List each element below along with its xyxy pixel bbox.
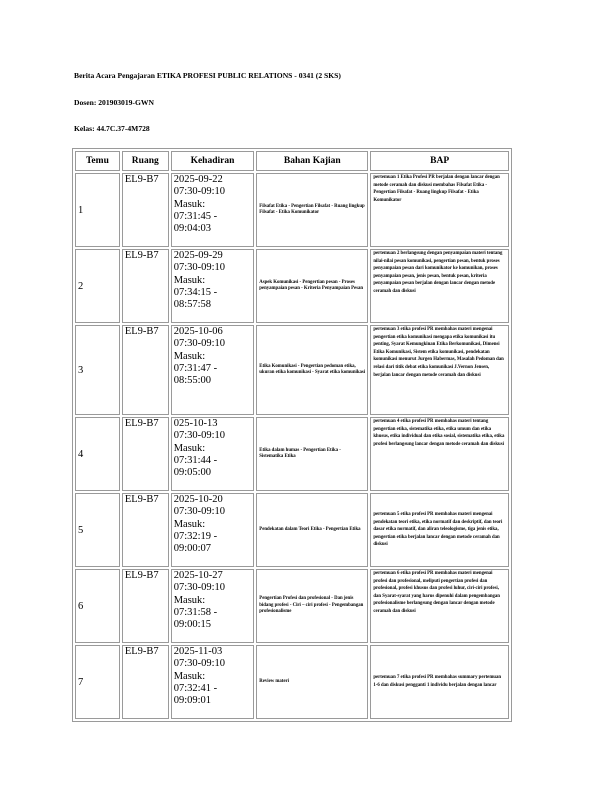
- meeting-time: 07:30-09:10: [173, 338, 226, 350]
- kehadiran-cell: [171, 249, 255, 323]
- header-bahan-kajian: Bahan Kajian: [256, 151, 368, 171]
- table-row: [75, 493, 509, 567]
- bap-cell: pertemuan 1 Etika Profesi PR berjalan dengan lancar dengan metode ceramah dan diskusi membahas Filsafat Etika - Pengertian Filsafat - Ruang lingkup Filsafat - Etika Komunikator: [370, 173, 509, 247]
- bap-cell: pertemuan 7 etika profesi PR membahas summary pertemuan 1-6 dan diskusi pengganti 1 individu berjalan dengan lancar: [370, 645, 509, 719]
- masuk-label: Masuk:: [173, 274, 206, 286]
- masuk-time: 07:32:41 -: [173, 682, 218, 694]
- lecturer-line: Dosen: 201903019-GWN: [74, 98, 154, 107]
- keluar-time: 09:00:15: [173, 619, 212, 631]
- ruang-cell: EL9-B7: [122, 173, 169, 247]
- bap-cell: pertemuan 4 etika profesi PR membahas materi tentang pengertian etika, sistematika etika, etika umum dan etika khusus, etika individual dan etika sosial, sistematika etika, etika profesi berlangsung lancar dengan metode ceramah dan diskusi: [370, 417, 509, 491]
- meeting-time: 07:30-09:10: [173, 582, 226, 594]
- bahan-kajian-cell: Aspek Komunikasi - Pengertian pesan - Proses penyampaian pesan - Kriteria Penyampaian Pesan: [256, 249, 368, 323]
- meeting-time: 07:30-09:10: [173, 506, 226, 518]
- meeting-date: 2025-10-27: [173, 570, 223, 581]
- temu-cell: 4: [75, 417, 120, 491]
- masuk-label: Masuk:: [173, 350, 206, 362]
- masuk-label: Masuk:: [173, 518, 206, 530]
- keluar-time: 09:05:00: [173, 467, 212, 479]
- temu-cell: 7: [75, 645, 120, 719]
- kehadiran-cell: [171, 493, 255, 567]
- kehadiran-cell: [171, 325, 255, 415]
- kehadiran-cell: [171, 569, 255, 643]
- kehadiran-cell: [171, 645, 255, 719]
- temu-cell: 1: [75, 173, 120, 247]
- keluar-time: 09:00:07: [173, 543, 212, 555]
- table-row: [75, 325, 509, 415]
- kehadiran-cell: [171, 173, 255, 247]
- meeting-date: 2025-10-20: [173, 494, 223, 505]
- class-line: Kelas: 44.7C.37-4M728: [74, 124, 150, 133]
- header-kehadiran: Kehadiran: [171, 151, 255, 171]
- meeting-time: 07:30-09:10: [173, 186, 226, 198]
- meeting-date: 2025-10-06: [173, 326, 223, 337]
- bahan-kajian-cell: Pengertian Profesi dan profesional - Dan jenis bidang profesi - Ciri – ciri profesi - Pengembangan profesionalisme: [256, 569, 368, 643]
- meeting-time: 07:30-09:10: [173, 658, 226, 670]
- bahan-kajian-cell: Etika Komunikasi - Pengertian pedoman etika, ukuran etika komunikasi - Syarat etika komunikasi: [256, 325, 368, 415]
- masuk-time: 07:31:44 -: [173, 454, 218, 466]
- masuk-label: Masuk:: [173, 594, 206, 606]
- ruang-cell: EL9-B7: [122, 645, 169, 719]
- bap-cell: pertemuan 2 berlangsung dengan penyampaian materi tentang nilai-nilai pesan komunikasi, pengertian pesan, bentuk proses penyampaian pesan dari komunikator ke komunikan, proses penyampaian pesan, jenis pesan, bentuk pesan, kriteria penyampaian pesan berjalan dengan lancar dengan metode ceramah dan diskusi: [370, 249, 509, 323]
- bahan-kajian-cell: Pendekatan dalam Teori Etika - Pengertian Etika: [256, 493, 368, 567]
- temu-cell: 3: [75, 325, 120, 415]
- table-row: [75, 569, 509, 643]
- table-row: [75, 645, 509, 719]
- kehadiran-cell: [171, 417, 255, 491]
- meeting-time: 07:30-09:10: [173, 430, 226, 442]
- bap-cell: pertemuan 6 etika profesi PR membahas materi mengenai profesi dan profesional, meliputi pengertian profesi dan profesional, profesi khusus dan profesi luhur, ciri-ciri profesi, dan Syarat-syarat yang harus dipenuhi dalam pengembangan profesionalisme berlangsung dengan lancar dengan metode ceramah dan diskusi: [370, 569, 509, 643]
- table-row: [75, 173, 509, 247]
- bahan-kajian-cell: Review materi: [256, 645, 368, 719]
- ruang-cell: EL9-B7: [122, 249, 169, 323]
- table-header-row: [75, 151, 509, 171]
- keluar-time: 08:55:00: [173, 375, 212, 387]
- masuk-label: Masuk:: [173, 670, 206, 682]
- masuk-time: 07:31:58 -: [173, 606, 218, 618]
- keluar-time: 08:57:58: [173, 299, 212, 311]
- keluar-time: 09:04:03: [173, 223, 212, 235]
- masuk-label: Masuk:: [173, 198, 206, 210]
- masuk-label: Masuk:: [173, 442, 206, 454]
- temu-cell: 5: [75, 493, 120, 567]
- bap-cell: pertemuan 3 etika profesi PR membahas materi mengenai pengertian etika komunikasi mengapa etika komunikasi itu penting, Syarat Kemungkinan Etika Berkomunikasi, Dimensi Etika Komunikasi, Sistem etika komunikasi, pendekatan komunikasi menurut Jurgen Habermas, Masalah Pedoman dan relasi dari titik debat etika komunikasi J.Vernon Jensen, berjalan lancar dengan metode ceramah dan diskusi: [370, 325, 509, 415]
- table-row: [75, 417, 509, 491]
- meeting-date: 2025-11-03: [173, 646, 223, 657]
- header-temu: Temu: [75, 151, 120, 171]
- bahan-kajian-cell: Filsafat Etika - Pengertian Filsafat - Ruang lingkup Filsafat - Etika Komunikator: [256, 173, 368, 247]
- bahan-kajian-cell: Etika dalam humas - Pengertian Etika - Sistematika Etika: [256, 417, 368, 491]
- masuk-time: 07:31:47 -: [173, 362, 218, 374]
- meeting-date: 2025-09-22: [173, 174, 223, 185]
- ruang-cell: EL9-B7: [122, 417, 169, 491]
- temu-cell: 6: [75, 569, 120, 643]
- course-title: Berita Acara Pengajaran ETIKA PROFESI PUBLIC RELATIONS - 0341 (2 SKS): [74, 71, 341, 80]
- meeting-date: 025-10-13: [173, 418, 218, 429]
- table-row: [75, 249, 509, 323]
- temu-cell: 2: [75, 249, 120, 323]
- ruang-cell: EL9-B7: [122, 325, 169, 415]
- ruang-cell: EL9-B7: [122, 569, 169, 643]
- masuk-time: 07:31:45 -: [173, 210, 218, 222]
- keluar-time: 09:09:01: [173, 695, 212, 707]
- meeting-time: 07:30-09:10: [173, 262, 226, 274]
- header-bap: BAP: [370, 151, 509, 171]
- header-ruang: Ruang: [122, 151, 169, 171]
- masuk-time: 07:34:15 -: [173, 286, 218, 298]
- masuk-time: 07:32:19 -: [173, 530, 218, 542]
- bap-table: [72, 148, 512, 722]
- bap-cell: pertemuan 5 etika profesi PR membahas materi mengenai pendekatan teori etika, etika normatif dan deskriptif, dan teori dasar etika normatif, dan aliran teleologisme, tiga jenis etika, pengertian etika berjalan lancar dengan metode ceramah dan diskusi: [370, 493, 509, 567]
- ruang-cell: EL9-B7: [122, 493, 169, 567]
- meeting-date: 2025-09-29: [173, 250, 223, 261]
